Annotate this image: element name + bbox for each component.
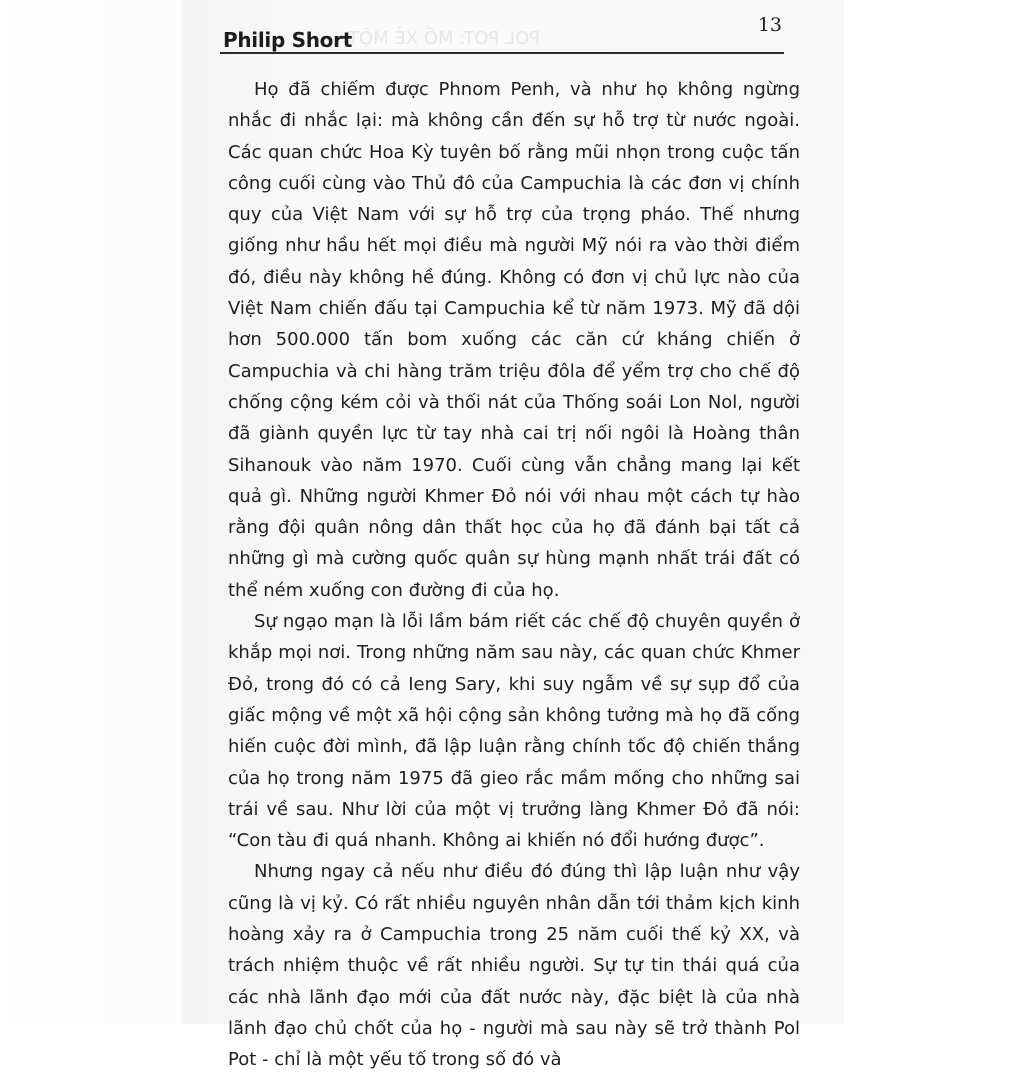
background-right <box>844 0 1024 1024</box>
body-text <box>228 74 800 1076</box>
header-rule <box>220 52 784 54</box>
background-left <box>0 0 182 1024</box>
paragraph-3: Nhưng ngay cả nếu như điều đó đúng thì lập luận như vậy cũng là vị kỷ. Có rất nhiều nguyên nhân dẫn tới thảm kịch kinh hoàng xảy ra ở Campuchia trong 25 năm cuối thế kỷ XX, và trách nhiệm thuộc về rất nhiều người. Sự tự tin thái quá của các nhà lãnh đạo mới của đất nước này, đặc biệt là của nhà lãnh đạo chủ chốt của họ - người mà sau này sẽ trở thành Pol Pot - chỉ là một yếu tố trong số đó và <box>228 861 800 1071</box>
running-head-author: Philip Short <box>223 28 352 52</box>
page-number: 13 <box>757 14 782 36</box>
paragraph-2: Sự ngạo mạn là lỗi lầm bám riết các chế độ chuyên quyền ở khắp mọi nơi. Trong những năm sau này, các quan chức Khmer Đỏ, trong đó có cả Ieng Sary, khi suy ngẫm về sự sụp đổ của giấc mộng về một xã hội cộng sản không tưởng mà họ đã cống hiến cuộc đời mình, đã lập luận rằng chính tốc độ chiến thắng của họ trong năm 1975 đã gieo rắc mầm mống cho những sai trái về sau. Như lời của một vị trưởng làng Khmer Đỏ đã nói: “Con tàu đi quá nhanh. Không ai khiến nó đổi hướng được”. <box>228 611 800 852</box>
page-header <box>220 14 784 54</box>
paragraph-1: Họ đã chiếm được Phnom Penh, và như họ không ngừng nhắc đi nhắc lại: mà không cần đến sự hỗ trợ từ nước ngoài. Các quan chức Hoa Kỳ tuyên bố rằng mũi nhọn trong cuộc tấn công cuối cùng vào Thủ đô của Campuchia là các đơn vị chính quy của Việt Nam với sự hỗ trợ của trọng pháo. Thế nhưng giống như hầu hết mọi điều mà người Mỹ nói ra vào thời điểm đó, điều này không hề đúng. Không có đơn vị chủ lực nào của Việt Nam chiến đấu tại Campuchia kể từ năm 1973. Mỹ đã dội hơn 500.000 tấn bom xuống các căn cứ kháng chiến ở Campuchia và chi hàng trăm triệu đôla để yểm trợ cho chế độ chống cộng kém cỏi và thối nát của Thống soái Lon Nol, người đã giành quyền lực từ tay nhà cai trị nối ngôi là Hoàng thân Sihanouk vào năm 1970. Cuối cùng vẫn chẳng mang lại kết quả gì. Những người Khmer Đỏ nói với nhau một cách tự hào rằng đội quân nông dân thất học của họ đã đánh bại tất cả những gì mà cường quốc quân sự hùng mạnh nhất trái đất có thể ném xuống con đường đi của họ. <box>228 79 800 601</box>
bleed-through-title: POL POT: MỔ XẺ MỘT <box>348 28 541 49</box>
